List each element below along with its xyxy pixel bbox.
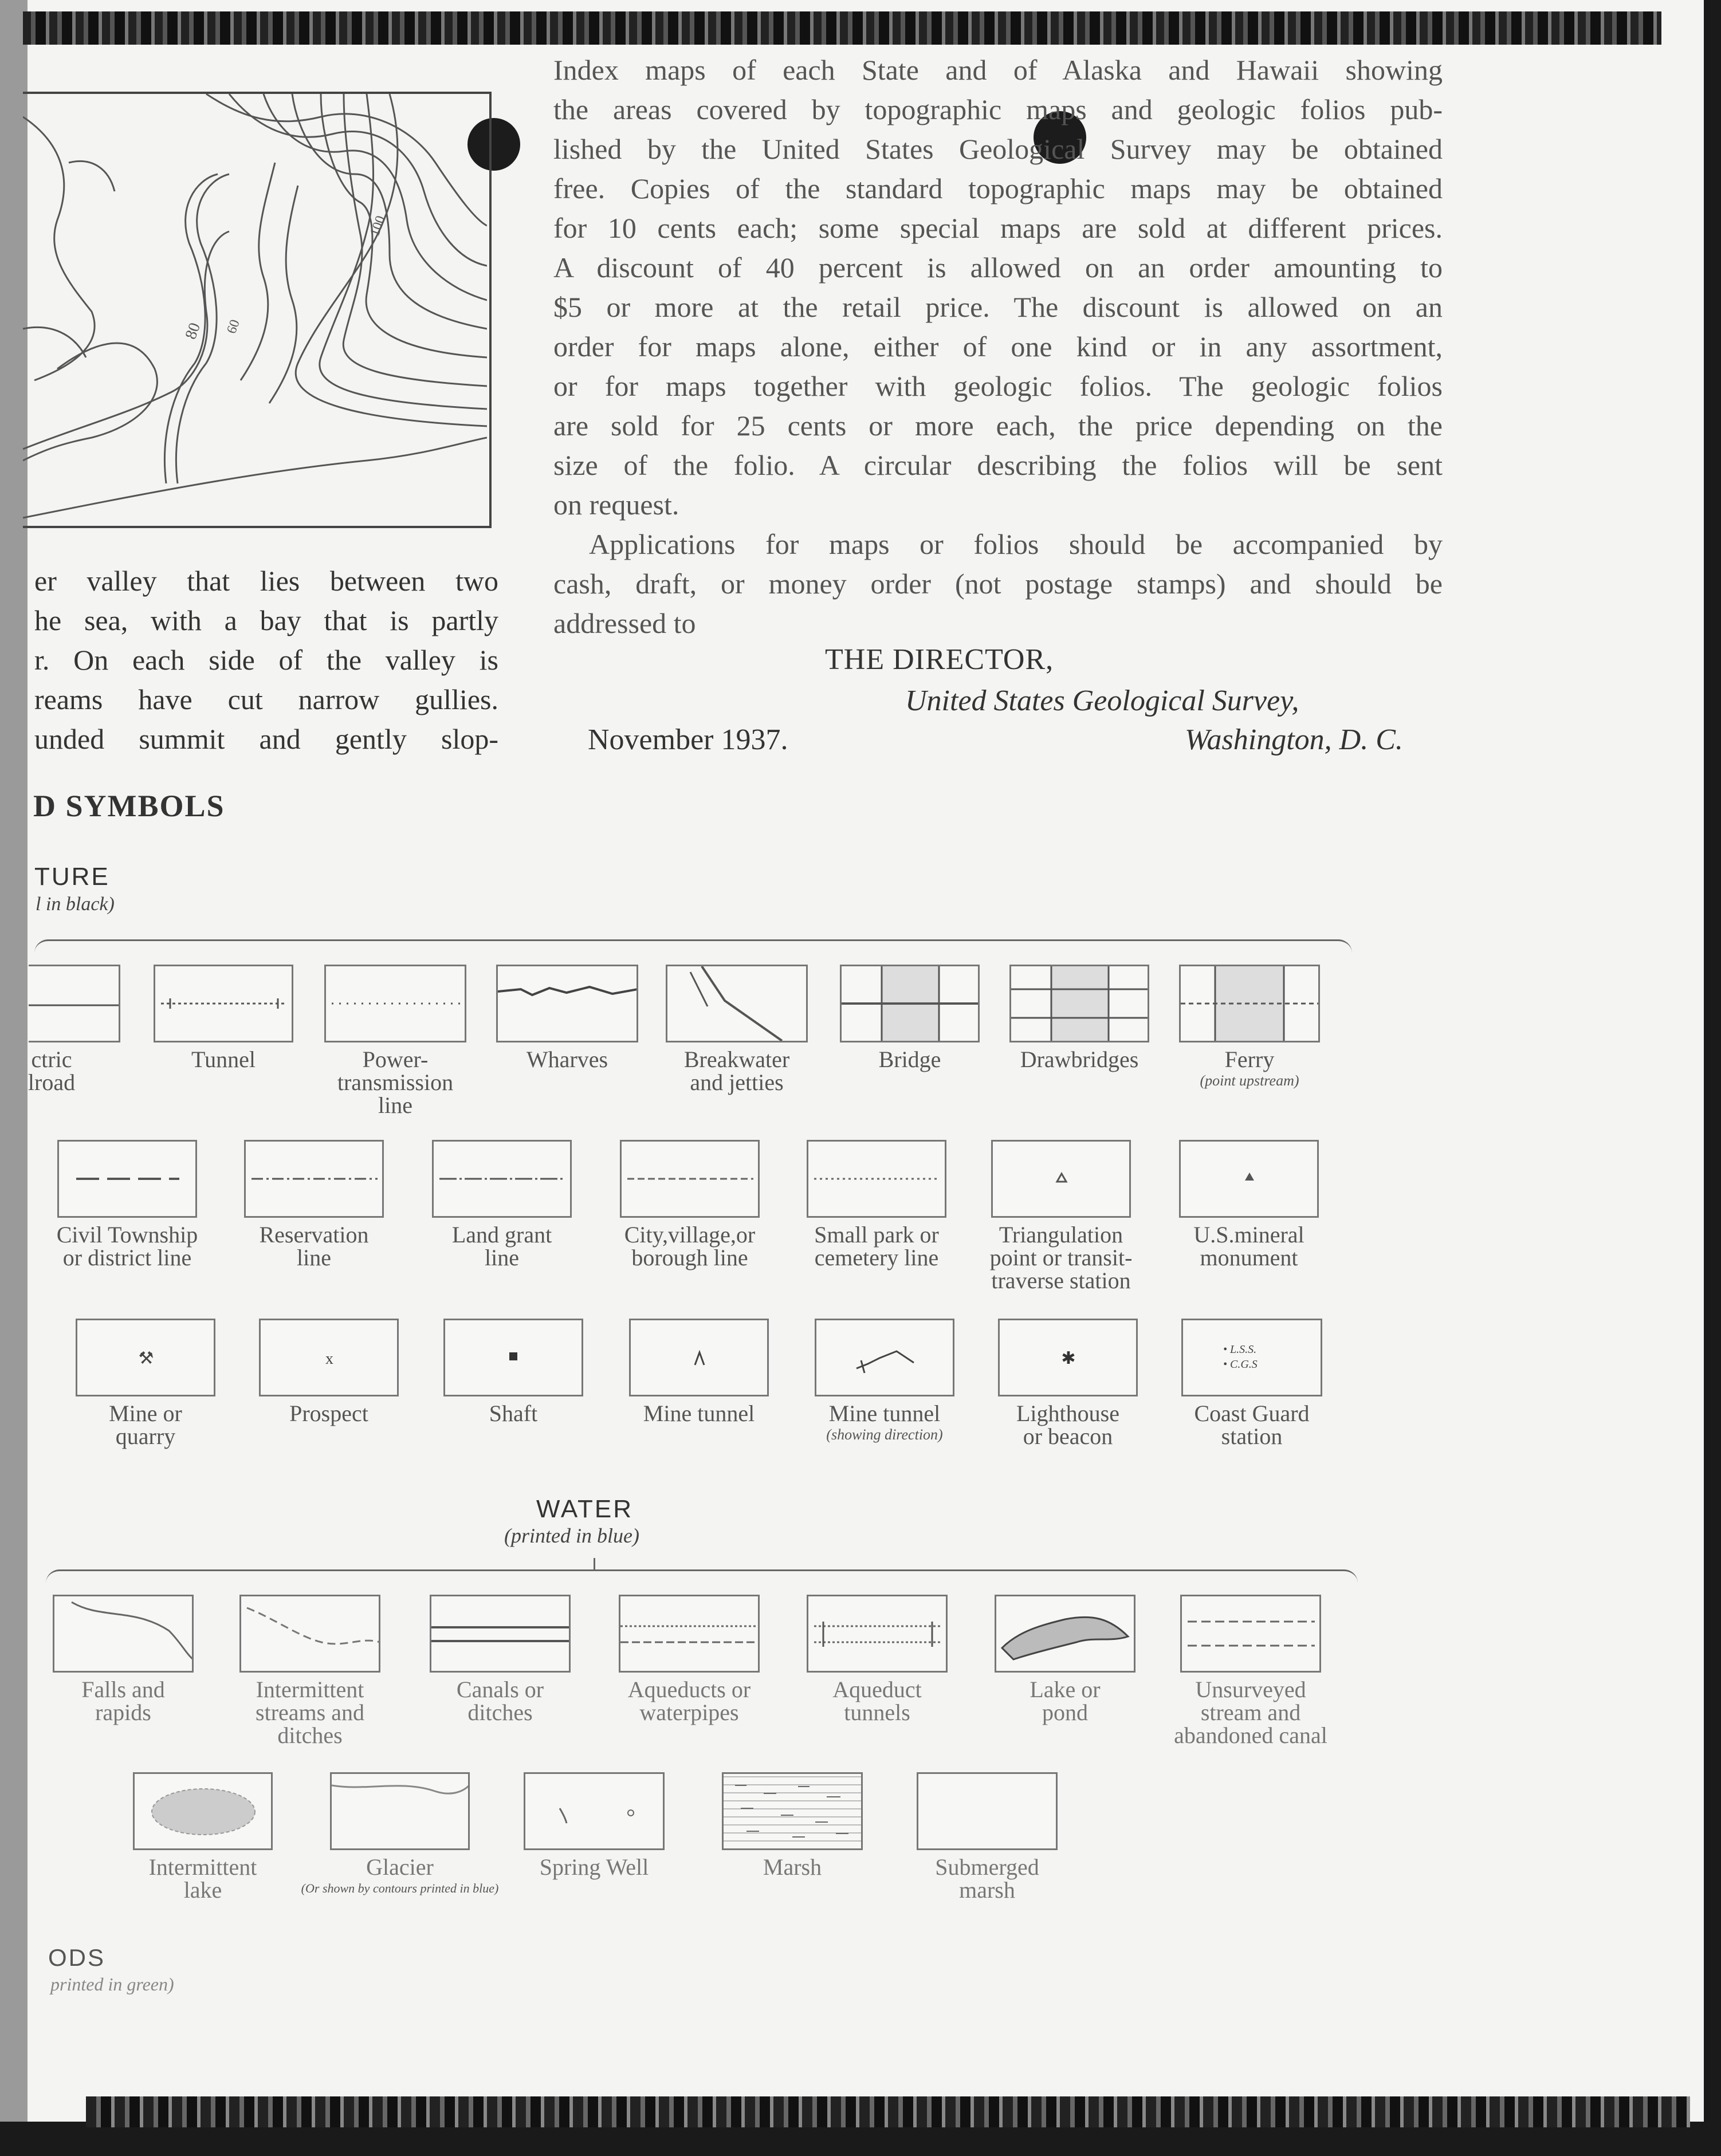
symbol-label: Mine tunnel [828, 1400, 941, 1426]
symbol-label: Mine or quarry [109, 1400, 182, 1449]
contour-map-svg [23, 94, 487, 524]
symbol-swatch [324, 965, 466, 1042]
text-line: on request. [553, 489, 679, 521]
symbol-label: Breakwater and jetties [683, 1046, 790, 1095]
text-line: A discount of 40 percent is allowed on an order amounting to [553, 251, 1443, 284]
symbol-swatch [496, 965, 638, 1042]
symbol-label: Reservation line [259, 1222, 369, 1270]
symbol-swatch [722, 1772, 863, 1850]
map-contour-label-1: 80 [182, 320, 205, 342]
svg-text:x: x [325, 1350, 333, 1368]
svg-text:⚒: ⚒ [138, 1349, 154, 1368]
woods-subtitle: printed in green) [50, 1974, 174, 1994]
symbol-swatch [1179, 1140, 1319, 1218]
water-subtitle: (printed in blue) [504, 1524, 639, 1547]
svg-text:✱: ✱ [1061, 1349, 1076, 1368]
symbol-label: Intermittent streams and ditches [256, 1677, 364, 1748]
symbol-swatch [1179, 965, 1320, 1042]
symbol-swatch [807, 1595, 948, 1673]
text-line: he sea, with a bay that is partly [34, 604, 498, 636]
symbol-label: Shaft [489, 1400, 538, 1426]
symbol-swatch [991, 1140, 1131, 1218]
symbol-swatch [29, 965, 120, 1042]
symbol-swatch [1181, 1319, 1322, 1396]
valley-description [34, 561, 498, 759]
symbol-label: Ferry [1224, 1046, 1275, 1072]
map-contour-label-3: 100 [367, 214, 388, 239]
symbol-label: Power- transmission line [337, 1046, 454, 1118]
symbols-heading: D SYMBOLS [33, 789, 225, 823]
torn-top-edge [23, 11, 1661, 45]
symbol-label: Mine tunnel [643, 1400, 755, 1426]
symbol-label: Drawbridges [1020, 1046, 1139, 1072]
symbol-label: Tunnel [191, 1046, 256, 1072]
text-line: r. On each side of the valley is [34, 644, 498, 676]
symbol-label: Prospect [289, 1400, 368, 1426]
symbol-label: Marsh [763, 1854, 822, 1880]
text-line: $5 or more at the retail price. The discount is allowed on an [553, 291, 1443, 323]
symbol-label: Submerged marsh [935, 1854, 1039, 1903]
text-line: unded summit and gently slop- [34, 723, 498, 755]
symbol-label: Intermittent lake [148, 1854, 257, 1903]
symbol-label: ctric lroad [27, 1046, 76, 1095]
symbol-swatch [1180, 1595, 1321, 1673]
culture-subtitle: l in black) [36, 894, 115, 915]
symbol-swatch [1009, 965, 1149, 1042]
water-brace [46, 1569, 1358, 1588]
symbol-label: Lighthouse or beacon [1016, 1400, 1119, 1449]
symbol-label: Bridge [878, 1046, 941, 1072]
symbol-note: (showing direction) [826, 1426, 943, 1443]
symbol-label: Aqueduct tunnels [832, 1677, 922, 1725]
culture-brace [34, 939, 1352, 958]
text-line: Index maps of each State and of Alaska and Hawaii showing [553, 54, 1443, 86]
coast-guard-inset-1: • L.S.S. [1223, 1343, 1257, 1356]
symbol-note: (Or shown by contours printed in blue) [301, 1881, 499, 1895]
place-line: Washington, D. C. [1185, 723, 1403, 756]
text-line: er valley that lies between two [34, 565, 498, 597]
symbol-label: City,village,or borough line [624, 1222, 756, 1270]
text-line: the areas covered by topographic maps and geologic folios pub- [553, 93, 1443, 125]
text-line: addressed to [553, 607, 696, 639]
culture-title: TURE [34, 863, 110, 891]
symbol-swatch [133, 1772, 273, 1850]
symbol-label: Canals or ditches [456, 1677, 544, 1725]
woods-title: ODS [48, 1944, 106, 1971]
text-line: reams have cut narrow gullies. [34, 683, 498, 715]
ordering-paragraph-2 [553, 525, 1443, 643]
symbol-swatch [430, 1595, 571, 1673]
torn-bottom-edge [86, 2096, 1690, 2127]
symbol-swatch [244, 1140, 384, 1218]
symbol-swatch [998, 1319, 1138, 1396]
symbol-label: Small park or cemetery line [814, 1222, 939, 1270]
symbol-swatch [239, 1595, 380, 1673]
symbol-swatch [620, 1140, 760, 1218]
symbol-swatch [619, 1595, 760, 1673]
coast-guard-inset-2: • C.G.S [1223, 1358, 1258, 1371]
addressee: THE DIRECTOR, [825, 643, 1054, 676]
symbol-label: Triangulation point or transit- traverse station [989, 1222, 1133, 1293]
symbol-swatch [807, 1140, 946, 1218]
symbol-note: (point upstream) [1200, 1072, 1299, 1089]
symbol-label: Falls and rapids [81, 1677, 165, 1725]
text-line: for 10 cents each; some special maps are sold at different prices. [553, 212, 1443, 244]
symbol-label: Wharves [526, 1046, 608, 1072]
symbol-swatch [53, 1595, 194, 1673]
symbol-label: Spring Well [539, 1854, 649, 1880]
date-line: November 1937. [588, 723, 788, 756]
map-contour-label-2: 60 [224, 317, 243, 336]
symbol-swatch [666, 965, 808, 1042]
ordering-paragraph-1 [553, 50, 1443, 525]
symbol-swatch [917, 1772, 1058, 1850]
symbol-swatch [57, 1140, 197, 1218]
symbol-swatch [330, 1772, 470, 1850]
survey-name: United States Geological Survey, [905, 684, 1299, 717]
text-line: size of the folio. A circular describing the folios will be sent [553, 449, 1443, 481]
symbol-label: Civil Township or district line [56, 1222, 198, 1270]
text-line: cash, draft, or money order (not postage stamps) and should be [553, 568, 1443, 600]
symbol-swatch [259, 1319, 399, 1396]
water-title: WATER [536, 1495, 633, 1523]
symbol-swatch [815, 1319, 954, 1396]
scan-right-border [1704, 0, 1721, 2156]
contour-map-illustration [23, 92, 492, 528]
symbol-swatch [629, 1319, 769, 1396]
symbol-swatch [524, 1772, 665, 1850]
symbol-swatch [840, 965, 980, 1042]
symbol-swatch [76, 1319, 215, 1396]
symbol-swatch [432, 1140, 572, 1218]
symbol-label: Coast Guard station [1194, 1400, 1310, 1449]
text-line: free. Copies of the standard topographic maps may be obtained [553, 172, 1443, 204]
text-line: are sold for 25 cents or more each, the price depending on the [553, 410, 1443, 442]
text-line: lished by the United States Geological Survey may be obtained [553, 133, 1443, 165]
text-line: Applications for maps or folios should be accompanied by [589, 528, 1443, 560]
text-line: or for maps together with geologic folios. The geologic folios [553, 370, 1443, 402]
symbol-label: Glacier [366, 1854, 434, 1880]
symbol-swatch [443, 1319, 583, 1396]
symbol-label: Lake or pond [1030, 1677, 1101, 1725]
symbol-swatch [154, 965, 293, 1042]
symbol-label: Aqueducts or waterpipes [627, 1677, 751, 1725]
water-brace-tick [594, 1558, 595, 1571]
symbol-swatch [995, 1595, 1135, 1673]
symbol-label: Land grant line [451, 1222, 552, 1270]
text-line: order for maps alone, either of one kind or in any assortment, [553, 331, 1443, 363]
symbol-label: Unsurveyed stream and abandoned canal [1174, 1677, 1327, 1748]
symbol-label: U.S.mineral monument [1193, 1222, 1304, 1270]
